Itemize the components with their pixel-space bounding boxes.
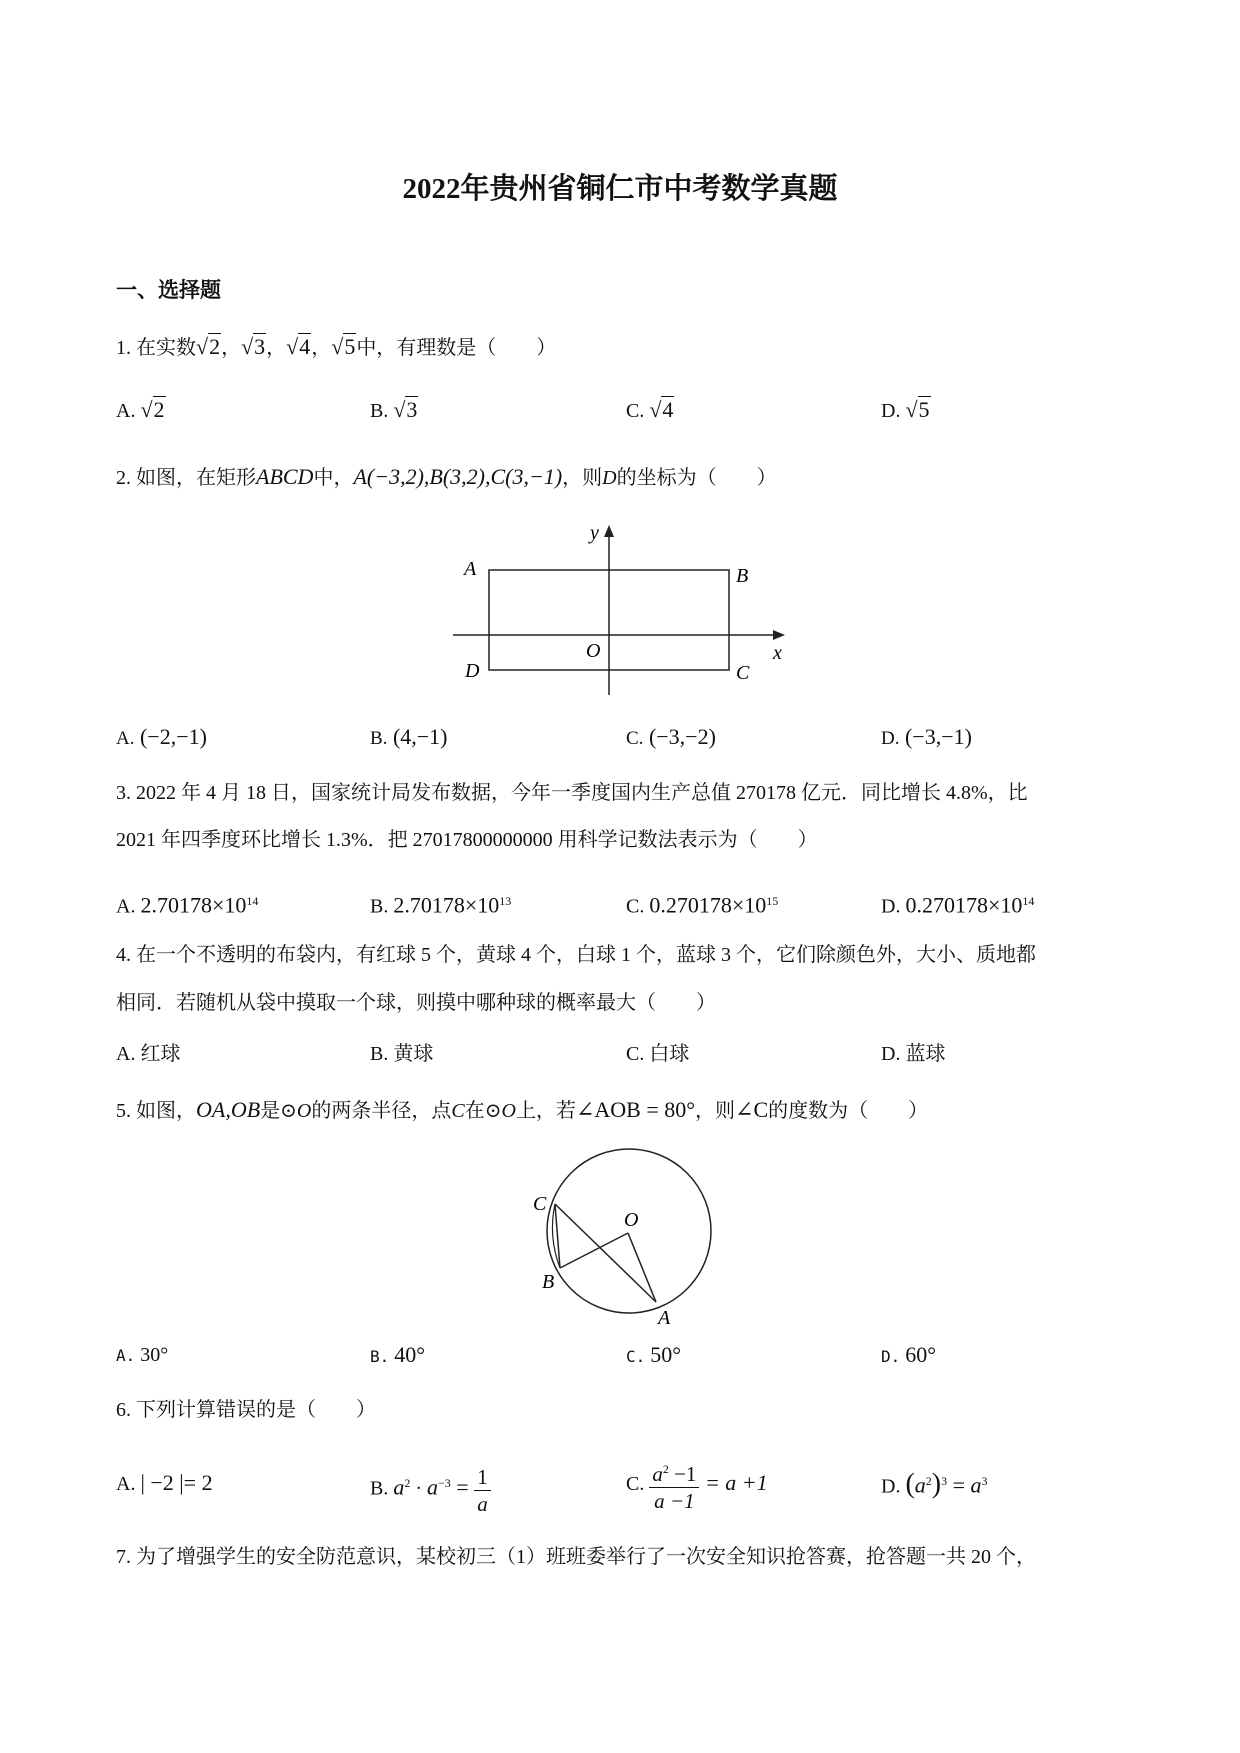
q2-option-d[interactable]: D. (−3,−1) (881, 724, 972, 749)
circle-figure (520, 1140, 740, 1340)
label-b: B (542, 1271, 555, 1293)
label-b: B (736, 565, 749, 587)
label-o: O (624, 1209, 639, 1231)
label-c: C (736, 662, 750, 684)
q6-option-b[interactable]: B. $a^2 \cdot a^{-3}$ = $\frac{1}{a}$ (370, 1452, 491, 1520)
q4-option-d[interactable]: D. 蓝球 (881, 1043, 946, 1065)
label-x: x (773, 642, 782, 664)
q5-option-b[interactable]: B. 40° (370, 1342, 426, 1367)
q1-option-d[interactable]: D. √5 (881, 397, 930, 422)
q1-option-b[interactable]: B. √3 (370, 397, 418, 422)
question-7: 7. 为了增强学生的安全防范意识，某校初三（1）班班委举行了一次安全知识抢答赛，抢答题一共 20 个， (116, 1546, 1036, 1568)
question-3-line-1: 3. 2022 年 4 月 18 日，国家统计局发布数据，今年一季度国内生产总值 270178 亿元．同比增长 4.8%，比 (116, 782, 1028, 804)
q2-option-b[interactable]: B. (4,−1) (370, 724, 448, 749)
q6-option-c[interactable]: C. $\frac{a^2 -1}{a -1}$ = a +1 (626, 1452, 768, 1515)
question-3-line-2: 2021 年四季度环比增长 1.3%．把 27017800000000 用科学记数法表示为（ ） (116, 829, 818, 851)
q3-option-a[interactable]: A. $2.70178\times 10^{14}$ (116, 892, 259, 918)
q5-option-c[interactable]: C. 50° (626, 1342, 682, 1367)
label-a: A (464, 558, 477, 580)
q5-option-d[interactable]: D. 60° (881, 1342, 937, 1367)
q5-option-a[interactable]: A. 30° (116, 1344, 169, 1366)
q4-option-c[interactable]: C. 白球 (626, 1043, 690, 1065)
label-o: O (586, 640, 601, 662)
q6-option-d[interactable]: D. $(a^2)^3 = a^3$ (881, 1468, 988, 1500)
label-a: A (658, 1307, 671, 1329)
q4-option-b[interactable]: B. 黄球 (370, 1043, 434, 1065)
question-5: 5. 如图，OA,OB是⊙O的两条半径，点C在⊙O上，若∠AOB = 80°，则∠C的度数为（ ） (116, 1097, 929, 1122)
rectangle-coordinate-figure (440, 515, 800, 700)
page-title: 2022年贵州省铜仁市中考数学真题 (402, 173, 838, 205)
question-6: 6. 下列计算错误的是（ ） (116, 1399, 376, 1421)
question-2: 2. 如图，在矩形ABCD中，A(−3,2),B(3,2),C(3,−1)，则D的坐标为（ ） (116, 464, 777, 489)
q3-option-c[interactable]: C. $0.270178\times 10^{15}$ (626, 892, 779, 918)
q1-option-c[interactable]: C. √4 (626, 397, 674, 422)
q6-option-a[interactable]: A. | −2 |= 2 (116, 1470, 213, 1495)
q3-option-d[interactable]: D. $0.270178\times 10^{14}$ (881, 892, 1035, 918)
q2-option-a[interactable]: A. (−2,−1) (116, 724, 207, 749)
q2-option-c[interactable]: C. (−3,−2) (626, 724, 716, 749)
section-heading: 一、选择题 (116, 278, 221, 302)
q4-option-a[interactable]: A. 红球 (116, 1043, 181, 1065)
question-1: 1. 在实数√2，√3，√4，√5中，有理数是（ ） (116, 334, 557, 359)
label-c: C (533, 1193, 547, 1215)
question-4-line-2: 相同．若随机从袋中摸取一个球，则摸中哪种球的概率最大（ ） (116, 992, 716, 1014)
q1-option-a[interactable]: A. √2 (116, 397, 165, 422)
label-y: y (590, 522, 599, 544)
label-d: D (465, 660, 480, 682)
question-4-line-1: 4. 在一个不透明的布袋内，有红球 5 个，黄球 4 个，白球 1 个，蓝球 3 个，它们除颜色外，大小、质地都 (116, 944, 1036, 966)
q3-option-b[interactable]: B. $2.70178\times 10^{13}$ (370, 892, 512, 918)
